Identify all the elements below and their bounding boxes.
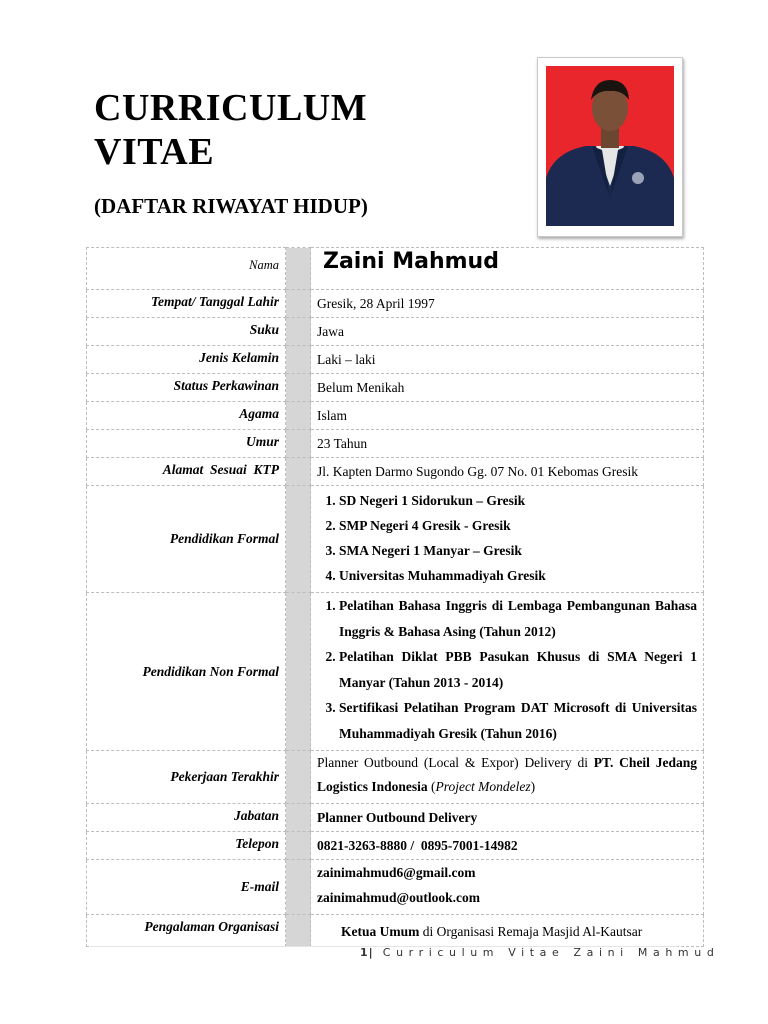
email-value-2[interactable]: zainimahmud@outlook.com xyxy=(317,890,480,905)
profile-photo xyxy=(546,66,674,226)
value-organisasi: Ketua Umum di Organisasi Remaja Masjid Al-Kautsar xyxy=(311,915,704,947)
row-umur xyxy=(87,430,704,458)
project-name: Project Mondelez xyxy=(435,779,531,794)
page-footer xyxy=(360,946,719,959)
label-organisasi: Pengalaman Organisasi xyxy=(87,915,286,947)
value-jabatan: Planner Outbound Delivery xyxy=(311,804,704,832)
list-item: 2. SMP Negeri 4 Gresik - Gresik xyxy=(339,513,697,538)
list-item: 3. Sertifikasi Pelatihan Program DAT Microsoft di Universitas Muhammadiyah Gresik (Tahun 2016) xyxy=(339,695,697,746)
company-name: PT. Cheil Jedang Logistics Indonesia xyxy=(317,755,697,794)
value-alamat: Jl. Kapten Darmo Sugondo Gg. 07 No. 01 Kebomas Gresik xyxy=(311,458,704,486)
separator-cell xyxy=(286,248,311,290)
row-organisasi xyxy=(87,915,704,947)
document-subtitle: (DAFTAR RIWAYAT HIDUP) xyxy=(94,194,368,218)
label-status: Status Perkawinan xyxy=(87,374,286,402)
row-jabatan xyxy=(87,804,704,832)
row-pendidikan-formal xyxy=(87,486,704,593)
row-telepon xyxy=(87,832,704,860)
pendidikan-formal-list xyxy=(317,488,697,588)
page-number: 1 xyxy=(360,946,369,959)
list-item: 1. Pelatihan Bahasa Inggris di Lembaga Pembangunan Bahasa Inggris & Bahasa Asing (Tahun 2012) xyxy=(339,593,697,644)
list-item: 3. SMA Negeri 1 Manyar – Gresik xyxy=(339,538,697,563)
value-status: Belum Menikah xyxy=(311,374,704,402)
person-photo-illustration xyxy=(546,66,674,226)
value-ttl: Gresik, 28 April 1997 xyxy=(311,290,704,318)
pendidikan-non-formal-list xyxy=(317,593,697,746)
list-item: 4. Universitas Muhammadiyah Gresik xyxy=(339,563,697,588)
label-nama: Nama xyxy=(87,248,286,290)
label-pendidikan-formal: Pendidikan Formal xyxy=(87,486,286,593)
footer-text: Curriculum Vitae Zaini Mahmud xyxy=(382,946,720,959)
label-email: E-mail xyxy=(87,860,286,915)
label-telepon: Telepon xyxy=(87,832,286,860)
row-suku xyxy=(87,318,704,346)
profile-photo-frame xyxy=(537,57,683,237)
label-suku: Suku xyxy=(87,318,286,346)
value-telepon: 0821-3263-8880 / 0895-7001-14982 xyxy=(311,832,704,860)
row-email xyxy=(87,860,704,915)
footer-separator: | xyxy=(368,946,374,959)
label-ttl: Tempat/ Tanggal Lahir xyxy=(87,290,286,318)
row-nama xyxy=(87,248,704,290)
row-pendidikan-non-formal xyxy=(87,593,704,751)
value-jenis-kelamin: Laki – laki xyxy=(311,346,704,374)
label-jenis-kelamin: Jenis Kelamin xyxy=(87,346,286,374)
label-pekerjaan: Pekerjaan Terakhir xyxy=(87,751,286,804)
label-umur: Umur xyxy=(87,430,286,458)
cv-table xyxy=(86,247,704,947)
row-agama xyxy=(87,402,704,430)
value-umur: 23 Tahun xyxy=(311,430,704,458)
row-ttl xyxy=(87,290,704,318)
email-value-1[interactable]: zainimahmud6@gmail.com xyxy=(317,865,476,880)
value-nama: Zaini Mahmud xyxy=(323,249,499,274)
value-suku: Jawa xyxy=(311,318,704,346)
value-agama: Islam xyxy=(311,402,704,430)
list-item: 2. Pelatihan Diklat PBB Pasukan Khusus di SMA Negeri 1 Manyar (Tahun 2013 - 2014) xyxy=(339,644,697,695)
value-pekerjaan: Planner Outbound (Local & Expor) Delivery di PT. Cheil Jedang Logistics Indonesia (Project Mondelez) xyxy=(311,751,704,804)
label-jabatan: Jabatan xyxy=(87,804,286,832)
row-jenis-kelamin xyxy=(87,346,704,374)
organisasi-role: Ketua Umum xyxy=(341,924,420,939)
label-pendidikan-non-formal: Pendidikan Non Formal xyxy=(87,593,286,751)
label-alamat: Alamat Sesuai KTP xyxy=(87,458,286,486)
row-status xyxy=(87,374,704,402)
row-alamat xyxy=(87,458,704,486)
row-pekerjaan xyxy=(87,751,704,804)
label-agama: Agama xyxy=(87,402,286,430)
document-title: CURRICULUM VITAE xyxy=(94,87,368,173)
list-item: 1. SD Negeri 1 Sidorukun – Gresik xyxy=(339,488,697,513)
